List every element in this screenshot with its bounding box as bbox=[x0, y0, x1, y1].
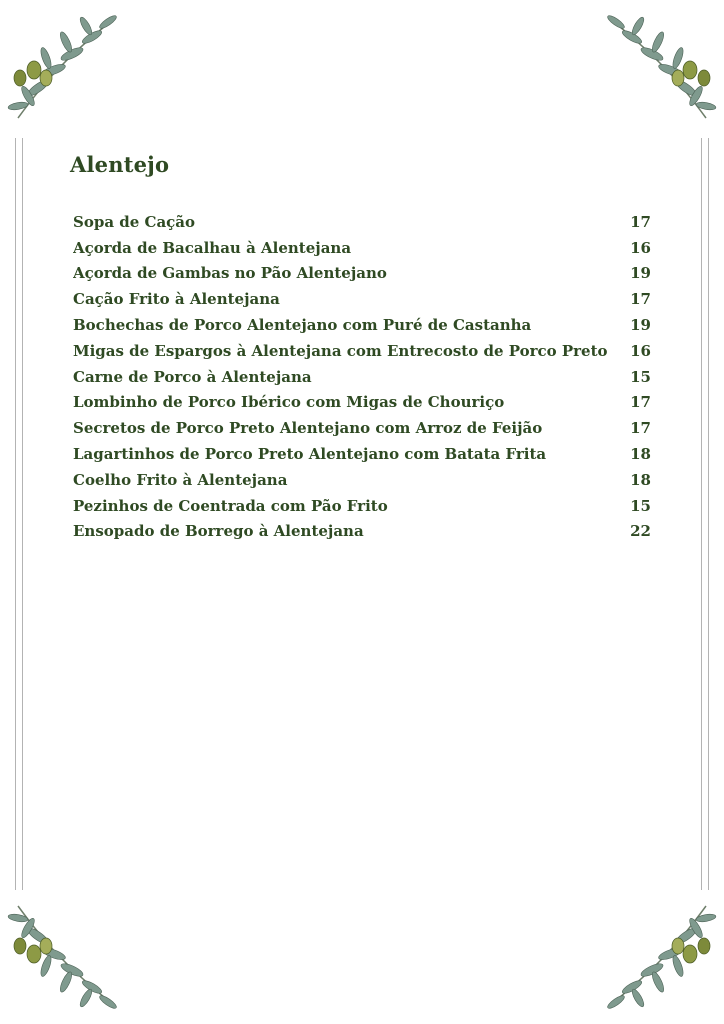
menu-item-price: 17 bbox=[630, 419, 651, 438]
menu-item bbox=[73, 364, 651, 390]
menu-item bbox=[73, 338, 651, 364]
menu-item-name: Pezinhos de Coentrada com Pão Frito bbox=[73, 496, 388, 515]
menu-item bbox=[73, 519, 651, 545]
olive-branch-icon bbox=[594, 0, 724, 130]
section-title: Alentejo bbox=[70, 152, 170, 177]
menu-item-name: Migas de Espargos à Alentejana com Entrecosto de Porco Preto bbox=[73, 341, 608, 360]
right-inner-rule bbox=[701, 138, 702, 890]
menu-item-name: Açorda de Gambas no Pão Alentejano bbox=[73, 264, 387, 283]
menu-item bbox=[73, 415, 651, 441]
olive-branch-icon bbox=[0, 0, 130, 130]
menu-item bbox=[73, 235, 651, 261]
menu-item-name: Açorda de Bacalhau à Alentejana bbox=[73, 238, 352, 257]
menu-item-name: Ensopado de Borrego à Alentejana bbox=[73, 522, 364, 541]
menu-item bbox=[73, 286, 651, 312]
menu-item bbox=[73, 441, 651, 467]
menu-item-price: 17 bbox=[630, 393, 651, 412]
olive-branch-icon bbox=[594, 894, 724, 1024]
menu-item-price: 22 bbox=[630, 522, 651, 541]
menu-item-name: Lombinho de Porco Ibérico com Migas de Chouriço bbox=[73, 393, 505, 412]
menu-item bbox=[73, 261, 651, 287]
menu-item-price: 19 bbox=[630, 264, 651, 283]
menu-item bbox=[73, 493, 651, 519]
menu-item-name: Sopa de Cação bbox=[73, 212, 196, 231]
menu-item-name: Cação Frito à Alentejana bbox=[73, 290, 280, 309]
menu-item-price: 16 bbox=[630, 341, 651, 360]
menu-item-name: Lagartinhos de Porco Preto Alentejano com Batata Frita bbox=[73, 445, 547, 464]
menu-item-price: 15 bbox=[630, 367, 651, 386]
menu-item-name: Secretos de Porco Preto Alentejano com Arroz de Feijão bbox=[73, 419, 543, 438]
menu-item bbox=[73, 312, 651, 338]
menu-item-name: Carne de Porco à Alentejana bbox=[73, 367, 312, 386]
menu-item-price: 15 bbox=[630, 496, 651, 515]
menu-item-name: Coelho Frito à Alentejana bbox=[73, 470, 288, 489]
menu-list bbox=[73, 209, 651, 544]
menu-item-price: 18 bbox=[630, 445, 651, 464]
menu-item-price: 18 bbox=[630, 470, 651, 489]
menu-item-price: 19 bbox=[630, 316, 651, 335]
olive-branch-icon bbox=[0, 894, 130, 1024]
menu-item bbox=[73, 467, 651, 493]
menu-item bbox=[73, 209, 651, 235]
right-outer-rule bbox=[708, 138, 709, 890]
menu-item-name: Bochechas de Porco Alentejano com Puré de Castanha bbox=[73, 316, 532, 335]
menu-item-price: 16 bbox=[630, 238, 651, 257]
menu-item-price: 17 bbox=[630, 212, 651, 231]
left-outer-rule bbox=[15, 138, 16, 890]
left-inner-rule bbox=[22, 138, 23, 890]
menu-item bbox=[73, 390, 651, 416]
menu-item-price: 17 bbox=[630, 290, 651, 309]
